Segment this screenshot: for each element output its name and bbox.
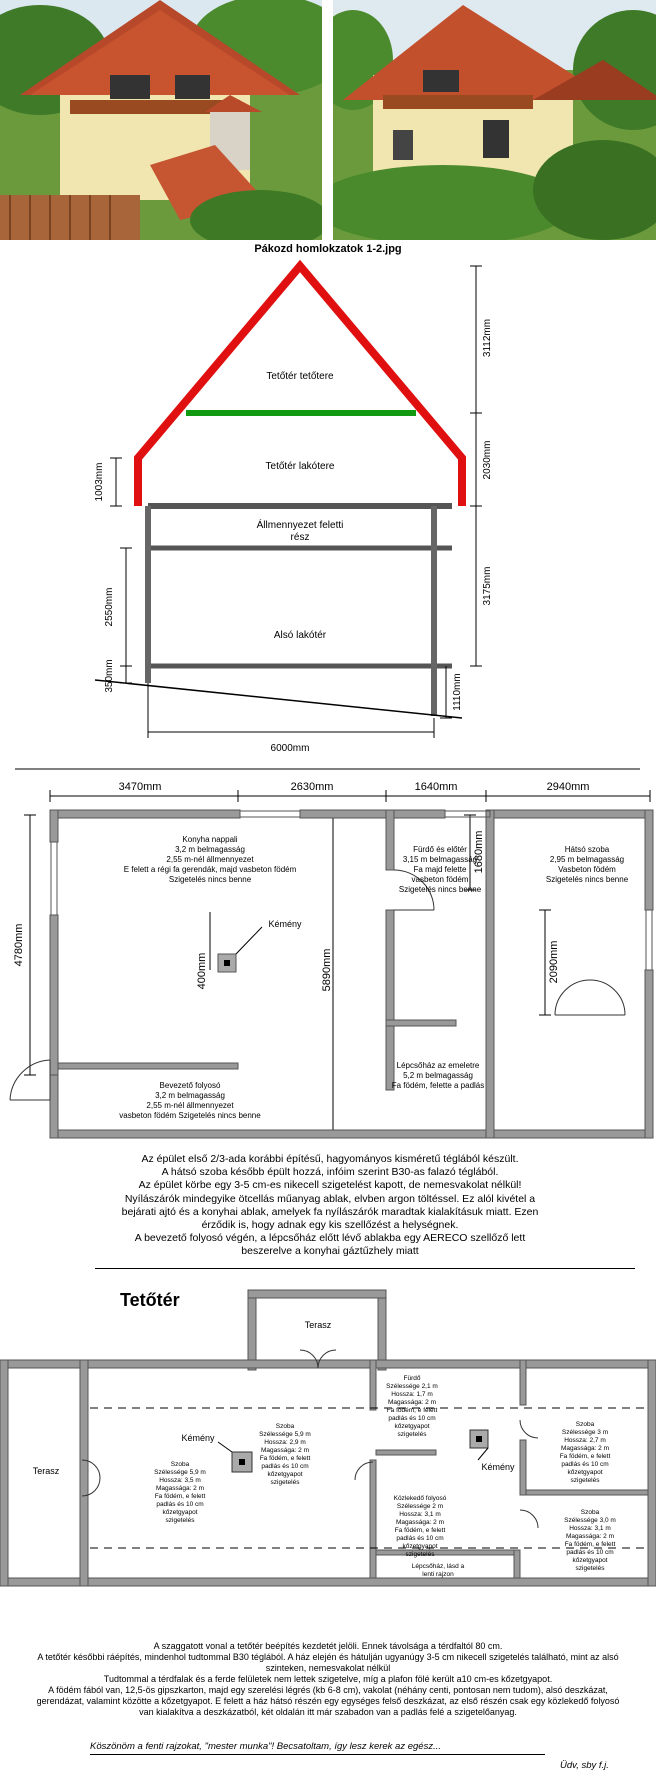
attic-bath-6: kőzetgyapot xyxy=(394,1423,430,1430)
room-back-0: Hátsó szoba xyxy=(564,845,610,854)
attic-room-b-6: kőzetgyapot xyxy=(267,1471,303,1478)
attic-room-c-4: Fa födém, e felett xyxy=(559,1453,611,1460)
attic-room-c-1: Szélessége 3 m xyxy=(561,1429,609,1436)
dim-center: 5890mm xyxy=(321,948,333,992)
room-bath-1: 3,15 m belmagasság xyxy=(402,855,478,864)
room-corridor-2: 2,55 m-nél állmennyezet xyxy=(146,1101,234,1110)
dim-roof-height: 3112mm xyxy=(482,318,493,358)
dim-left: 4780mm xyxy=(13,923,25,967)
zone-lower-living: Alsó lakótér xyxy=(273,630,327,641)
attic-title: Tetőtér xyxy=(120,1290,180,1310)
terrace-left-label: Terasz xyxy=(32,1466,60,1476)
note-line: Nyílászárók mindegyike ötcellás műanyag ablak, elvben argon töltéssel. Ez alól kivétel a xyxy=(124,1192,536,1205)
attic-corridor-6: kőzetgyapot xyxy=(402,1543,438,1550)
attic-bath-1: Szélessége 2,1 m xyxy=(386,1383,438,1390)
ground-line xyxy=(95,680,462,718)
thanks-note: Köszönöm a fenti rajzokat, "mester munka"! Becsatoltam, így lesz kerek az egész... xyxy=(90,1741,442,1752)
photo-caption: Pákozd homlokzatok 1-2.jpg xyxy=(254,243,402,255)
attic-room-d-1: Szélessége 3,0 m xyxy=(564,1517,616,1524)
chimney-right-label: Kémény xyxy=(481,1462,515,1472)
dim-d2: 2630mm xyxy=(290,781,334,793)
zone-above-ceiling-1: Állmennyezet feletti xyxy=(256,520,344,531)
room-bath-4: Szigetelés nincs benne xyxy=(398,885,482,894)
dim-d4: 2940mm xyxy=(546,781,590,793)
section-diagram xyxy=(0,258,656,768)
room-kitchen-1: 3,2 m belmagasság xyxy=(175,845,245,854)
attic-corridor-5: padlás és 10 cm xyxy=(396,1535,444,1542)
dim-right-mid: 2090mm xyxy=(548,940,560,984)
attic-room-d-7: szigetelés xyxy=(575,1565,605,1572)
attic-corridor-2: Hossza: 3,1 m xyxy=(399,1511,441,1518)
dim-right-top: 1680mm xyxy=(473,830,485,874)
attic-room-b-4: Fa födém, e felett xyxy=(259,1455,311,1462)
note-line: Tudtommal a térdfalak és a ferde felületek nem lettek szigetelve, míg a plafon fölé került a10 cm-es kőzetgyapot. xyxy=(103,1674,553,1684)
attic-room-c-3: Magassága: 2 m xyxy=(560,1445,610,1452)
attic-room-a-0: Szoba xyxy=(170,1461,190,1468)
house-photo-1 xyxy=(0,0,322,240)
ground-floor-plan xyxy=(0,770,656,1140)
attic-room-a-7: szigetelés xyxy=(165,1517,195,1524)
attic-room-b-7: szigetelés xyxy=(270,1479,300,1486)
attic-room-d-3: Magassága: 2 m xyxy=(565,1533,615,1540)
room-kitchen-2: 2,55 m-nél állmennyezet xyxy=(166,855,254,864)
note-line: A födém fából van, 12,5-ös gipszkarton, majd egy szerelési légrés (kb 6-8 cm), vakolat (néhány centi, pontosan nem tudom), alsó deszkázat, xyxy=(48,1685,608,1695)
ground-notes xyxy=(120,1153,540,1259)
room-corridor-3: vasbeton födém Szigetelés nincs benne xyxy=(119,1111,261,1120)
attic-room-a-2: Hossza: 3,5 m xyxy=(159,1477,201,1484)
attic-room-c-5: padlás és 10 cm xyxy=(561,1461,609,1468)
room-stair-0: Lépcsőház az emeletre xyxy=(396,1061,480,1070)
attic-room-d-2: Hossza: 3,1 m xyxy=(569,1525,611,1532)
dim-knee-wall: 1003mm xyxy=(94,462,105,502)
attic-room-d-0: Szoba xyxy=(580,1509,600,1516)
attic-room-a-6: kőzetgyapot xyxy=(162,1509,198,1516)
attic-room-c-0: Szoba xyxy=(575,1421,595,1428)
note-line: érződik is, hogy adnak egy kis szellőzést a helységnek. xyxy=(201,1219,459,1232)
dim-chimney: 400mm xyxy=(196,952,208,990)
attic-stairs-0: Lépcsőház, lásd a xyxy=(411,1563,465,1570)
attic-bath-7: szigetelés xyxy=(397,1431,427,1438)
dim-plinth-right: 1110mm xyxy=(452,673,463,711)
attic-corridor-0: Közlekedő folyosó xyxy=(393,1495,447,1502)
dim-inner-height: 2550mm xyxy=(104,587,115,627)
attic-corridor-1: Szélessége 2 m xyxy=(396,1503,444,1510)
dim-width: 6000mm xyxy=(270,743,310,754)
room-kitchen-3: E felett a régi fa gerendák, majd vasbeton födém xyxy=(123,865,297,874)
attic-room-a-4: Fa födém, e felett xyxy=(154,1493,206,1500)
zone-roof-space: Tetőtér tetőtere xyxy=(266,371,334,382)
attic-bath-3: Magassága: 2 m xyxy=(387,1399,437,1406)
room-kitchen-4: Szigetelés nincs benne xyxy=(168,875,252,884)
attic-room-d-5: padlás és 10 cm xyxy=(566,1549,614,1556)
dim-attic-height: 2030mm xyxy=(482,440,493,480)
attic-room-c-2: Hossza: 2,7 m xyxy=(564,1437,606,1444)
note-line: Az épület körbe egy 3-5 cm-es nikecell szigetelést kapott, de nemesvakolat nélkül! xyxy=(138,1179,522,1192)
attic-bath-5: padlás és 10 cm xyxy=(388,1415,436,1422)
divider xyxy=(95,1268,635,1269)
attic-room-b-0: Szoba xyxy=(275,1423,295,1430)
attic-room-a-1: Szélessége 5,9 m xyxy=(154,1469,206,1476)
room-back-1: 2,95 m belmagasság xyxy=(549,855,625,864)
room-stair-2: Fa födém, felette a padlás xyxy=(391,1081,485,1090)
attic-stairs-1: lenti rajzon xyxy=(422,1571,454,1578)
attic-room-a-5: padlás és 10 cm xyxy=(156,1501,204,1508)
attic-bath-2: Hossza: 1,7 m xyxy=(391,1391,433,1398)
attic-room-d-4: Fa födém, e felett xyxy=(564,1541,616,1548)
attic-room-b-1: Szélessége 5,9 m xyxy=(259,1431,311,1438)
attic-room-b-5: padlás és 10 cm xyxy=(261,1463,309,1470)
attic-room-c-6: kőzetgyapot xyxy=(567,1469,603,1476)
house-photo-2 xyxy=(333,0,656,240)
chimney-label: Kémény xyxy=(268,919,302,929)
note-line: A hátsó szoba később épült hozzá, infóim szerint B30-as falazó téglából. xyxy=(161,1166,499,1179)
attic-plan xyxy=(0,1280,656,1610)
note-line: A bevezető folyosó végén, a lépcsőház előtt lévő ablakba egy AERECO szellőző lett xyxy=(134,1232,526,1245)
zone-above-ceiling-2: rész xyxy=(290,532,310,543)
note-line: Az épület első 2/3-ada korábbi építésű, hagyományos kisméretű téglából készült. xyxy=(141,1153,519,1165)
dim-d3: 1640mm xyxy=(414,781,458,793)
note-line: szinteken, nemesvakolat nélkül xyxy=(265,1663,391,1673)
note-line: bejárati ajtó és a konyhai ablak, amelyek fa nyílászárók maradtak kialakításuk miatt. Ezen xyxy=(121,1205,539,1218)
attic-room-c-7: szigetelés xyxy=(570,1477,600,1484)
signature: Üdv, sby f.j. xyxy=(560,1760,609,1771)
room-bath-0: Fürdő és előtér xyxy=(413,845,467,854)
note-line: van kialakítva a deszkázatból, két oldalán itt már szabadon van a padlás felé a szigetelőanyag. xyxy=(139,1707,517,1717)
dim-d1: 3470mm xyxy=(118,781,162,793)
room-corridor-1: 3,2 m belmagasság xyxy=(155,1091,225,1100)
dim-ground-floor: 3175mm xyxy=(482,566,493,606)
note-line: gerendázat, valamint közötte a kőzetgyapot. E felett a ház hátsó részén egy egységes felső deszkázat, az első részén csak egy közlekedő folyosó xyxy=(36,1696,620,1706)
chimney-left-label: Kémény xyxy=(181,1433,215,1443)
attic-corridor-7: szigetelés xyxy=(405,1551,435,1558)
attic-room-d-6: kőzetgyapot xyxy=(572,1557,608,1564)
attic-corridor-4: Fa födém, e felett xyxy=(394,1527,446,1534)
room-bath-2: Fa majd felette xyxy=(413,865,467,874)
attic-room-b-2: Hossza: 2,9 m xyxy=(264,1439,306,1446)
terrace-top-label: Terasz xyxy=(304,1320,332,1330)
note-line: A szaggatott vonal a tetőtér beépítés kezdetét jelöli. Ennek távolsága a térdfaltól 80 cm. xyxy=(153,1641,503,1651)
attic-room-a-3: Magassága: 2 m xyxy=(155,1485,205,1492)
dim-plinth-left: 350mm xyxy=(104,659,115,693)
attic-notes xyxy=(0,1641,656,1718)
attic-corridor-3: Magassága: 2 m xyxy=(395,1519,445,1526)
attic-bath-4: Fa födém, e felett xyxy=(386,1407,438,1414)
room-back-3: Szigetelés nincs benne xyxy=(545,875,629,884)
zone-attic-living: Tetőtér lakótere xyxy=(265,461,335,472)
attic-bath-0: Fürdő xyxy=(403,1375,421,1382)
thanks-underline xyxy=(90,1754,545,1755)
attic-room-b-3: Magassága: 2 m xyxy=(260,1447,310,1454)
room-corridor-0: Bevezető folyosó xyxy=(159,1081,221,1090)
note-line: A tetőtér későbbi ráépítés, mindenhol tudtommal B30 téglából. A ház elején és hátulján ugyanúgy 3-5 cm nikecell szigetelés található, mint az alsó xyxy=(37,1652,619,1662)
note-line: beszerelve a konyhai gáztűzhely miatt xyxy=(241,1245,419,1258)
room-stair-1: 5,2 m belmagasság xyxy=(403,1071,473,1080)
room-kitchen-0: Konyha nappali xyxy=(182,835,238,844)
room-back-2: Vasbeton födém xyxy=(558,865,616,874)
room-bath-3: vasbeton födém xyxy=(411,875,469,884)
